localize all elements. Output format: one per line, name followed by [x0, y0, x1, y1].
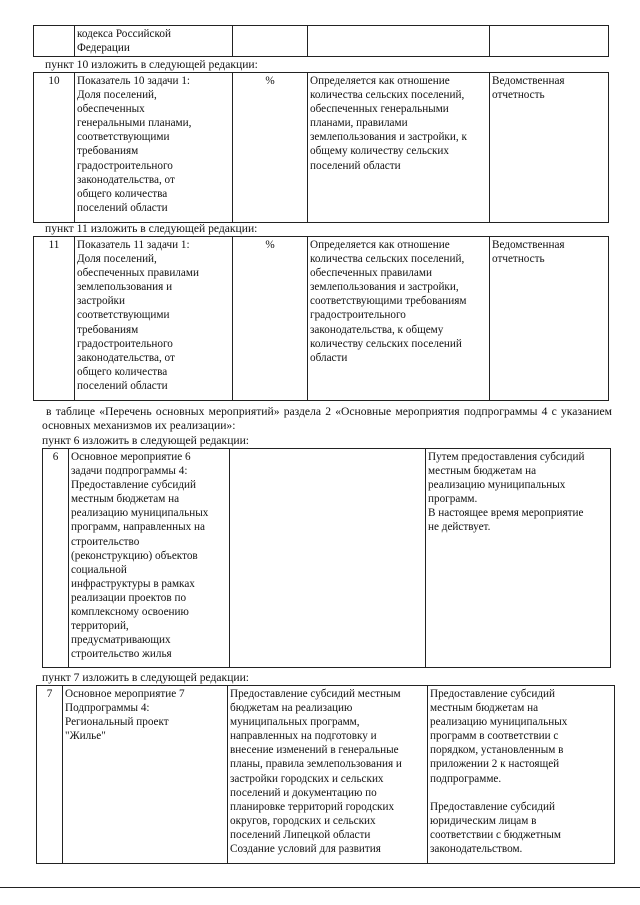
- cell-source: Ведомственная отчетность: [490, 73, 609, 223]
- caption-point-10: пункт 10 изложить в следующей редакции:: [45, 58, 258, 71]
- caption-point-7: пункт 7 изложить в следующей редакции:: [42, 671, 250, 684]
- cell-indicator-name: Показатель 10 задачи 1: Доля поселений, обеспеченных генеральными планами, соответствующими требованиям градостроительного законодательства, от общего количества поселений области: [75, 73, 233, 223]
- footer-divider: [0, 887, 640, 888]
- cell-activity-name: Основное мероприятие 6 задачи подпрограммы 4: Предоставление субсидий местным бюджетам на реализацию муниципальных программ, направленных на строительство (реконструкцию) объектов социальной инфраструктуры в рамках реализации проектов по комплексному освоению территорий, предусматривающих строительство жилья: [69, 449, 230, 668]
- cell-num: 10: [34, 73, 75, 223]
- cell-unit: [233, 26, 308, 57]
- table-point-11: [33, 236, 609, 401]
- table-row: [34, 26, 609, 57]
- cell-num: 6: [43, 449, 69, 668]
- caption-point-6: пункт 6 изложить в следующей редакции:: [42, 434, 250, 447]
- cell-unit: %: [233, 237, 308, 401]
- table-point-7: [36, 685, 615, 864]
- table-row: [34, 237, 609, 401]
- cell-mechanism: Путем предоставления субсидий местным бюджетам на реализацию муниципальных программ. В настоящее время мероприятие не действует.: [426, 449, 611, 668]
- cell-activity-description: Предоставление субсидий местным бюджетам на реализацию муниципальных программ, направленных на подготовку и внесение изменений в генеральные планы, правила землепользования и застройки городских и сельских поселений и документацию по планировке территорий городских округов, городских и сельских поселений Липецкой области Создание условий для развития: [228, 686, 428, 864]
- cell-indicator-name: кодекса Российской Федерации: [75, 26, 233, 57]
- cell-method: [308, 26, 490, 57]
- cell-method: Определяется как отношение количества сельских поселений, обеспеченных генеральными планами, правилами землепользования и застройки, к общему количеству сельских поселений области: [308, 73, 490, 223]
- cell-unit: %: [233, 73, 308, 223]
- cell-activity-description: [230, 449, 426, 668]
- cell-activity-name: Основное мероприятие 7 Подпрограммы 4: Региональный проект "Жилье": [63, 686, 228, 864]
- table-row: [43, 449, 611, 668]
- cell-num: 11: [34, 237, 75, 401]
- cell-num: [34, 26, 75, 57]
- table-fragment-top: [33, 25, 609, 57]
- table-row: [37, 686, 615, 864]
- cell-num: 7: [37, 686, 63, 864]
- table-point-10: [33, 72, 609, 223]
- table-row: [34, 73, 609, 223]
- cell-method: Определяется как отношение количества сельских поселений, обеспеченных правилами землепользования и застройки, соответствующими требованиям градостроительного законодательства, к общему количеству сельских поселений области: [308, 237, 490, 401]
- cell-source: Ведомственная отчетность: [490, 237, 609, 401]
- paragraph-activities-table: в таблице «Перечень основных мероприятий» раздела 2 «Основные мероприятия подпрограммы 4 с указанием основных механизмов их реализации»:: [42, 405, 612, 432]
- caption-point-11: пункт 11 изложить в следующей редакции:: [45, 222, 258, 235]
- cell-mechanism: Предоставление субсидий местным бюджетам на реализацию муниципальных программ в соответствии с порядком, установленным в приложении 2 к настоящей подпрограмме. Предоставление субсидий юридическим лицам в соответствии с бюджетным законодательством.: [428, 686, 615, 864]
- table-point-6: [42, 448, 611, 668]
- cell-indicator-name: Показатель 11 задачи 1: Доля поселений, обеспеченных правилами землепользования и застройки соответствующими требованиям градостроительного законодательства, от общего количества поселений области: [75, 237, 233, 401]
- cell-source: [490, 26, 609, 57]
